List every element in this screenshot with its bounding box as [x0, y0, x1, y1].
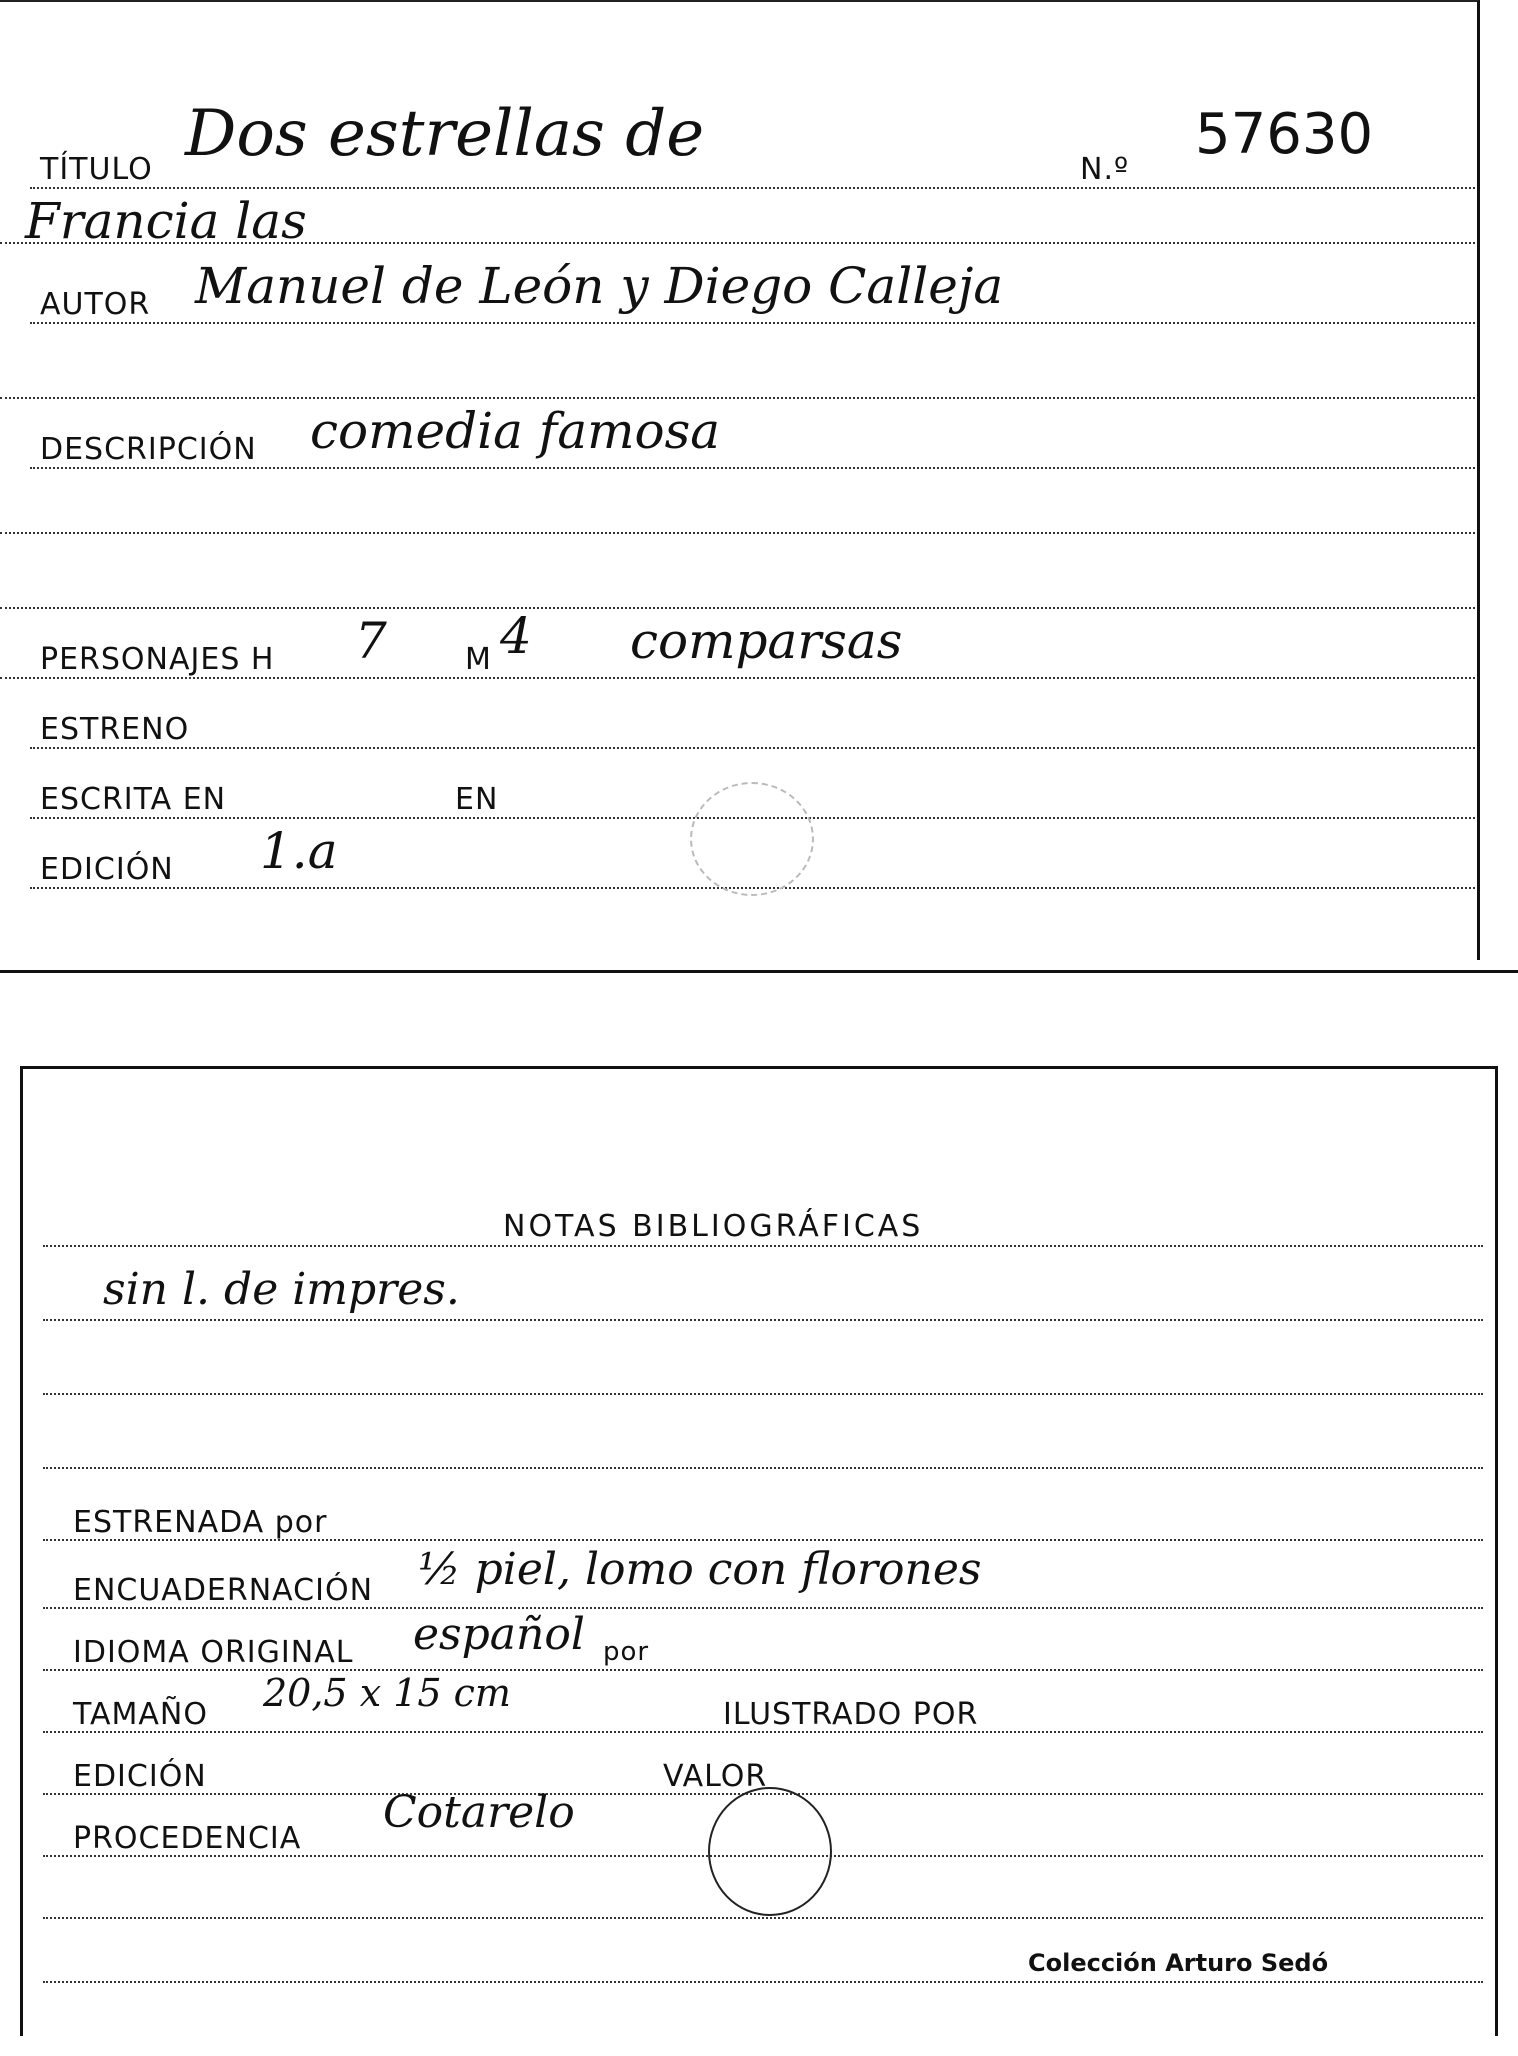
autor-value: Manuel de León y Diego Calleja	[195, 257, 1004, 315]
ilustrado-label: ILUSTRADO POR	[723, 1697, 979, 1732]
procedencia-value: Cotarelo	[383, 1787, 575, 1838]
titulo-value: Dos estrellas de	[185, 97, 705, 171]
idioma-value: español	[413, 1609, 585, 1660]
numero-value: 57630	[1195, 102, 1374, 167]
notas-value: sin l. de impres.	[103, 1264, 460, 1315]
rule	[43, 1467, 1483, 1469]
encuadernacion-value: ½ piel, lomo con florones	[418, 1544, 982, 1595]
rule	[0, 397, 1475, 399]
personajes-m-value: 4	[500, 607, 532, 665]
rule	[30, 322, 1475, 324]
escrita-en-label: ESCRITA EN	[40, 782, 227, 817]
rule	[30, 467, 1475, 469]
edicion-value: 1.a	[260, 822, 338, 880]
card-separator	[0, 970, 1518, 973]
rule	[30, 747, 1475, 749]
rule	[43, 1981, 1483, 1983]
personajes-m-label: M	[465, 642, 492, 677]
descripcion-label: DESCRIPCIÓN	[40, 432, 257, 467]
rule	[43, 1917, 1483, 1919]
procedencia-label: PROCEDENCIA	[73, 1821, 302, 1856]
stamp-circle	[690, 782, 814, 896]
rule	[43, 1319, 1483, 1321]
rule	[30, 187, 1475, 189]
tamano-label: TAMAÑO	[73, 1697, 208, 1732]
personajes-h-value: 7	[355, 612, 387, 670]
rule	[43, 1245, 1483, 1247]
autor-label: AUTOR	[40, 287, 151, 322]
titulo-value-continued: Francia las	[25, 192, 307, 250]
personajes-label: PERSONAJES H	[40, 642, 275, 677]
valor-label: VALOR	[663, 1759, 768, 1794]
personajes-extra: comparsas	[630, 612, 903, 670]
rule	[0, 607, 1475, 609]
stamp-circle	[708, 1787, 832, 1916]
estreno-label: ESTRENO	[40, 712, 190, 747]
back-card	[20, 1066, 1498, 2036]
edicion-label: EDICIÓN	[40, 852, 174, 887]
numero-label: N.º	[1080, 152, 1130, 187]
front-card	[0, 0, 1480, 960]
en-label: EN	[455, 782, 499, 817]
estrenada-label: ESTRENADA por	[73, 1505, 328, 1540]
descripcion-value: comedia famosa	[310, 402, 721, 460]
encuadernacion-label: ENCUADERNACIÓN	[73, 1573, 374, 1608]
collection-label: Colección Arturo Sedó	[1028, 1949, 1329, 1977]
tamano-value: 20,5 x 15 cm	[263, 1671, 511, 1715]
titulo-label: TÍTULO	[40, 152, 153, 187]
rule	[43, 1393, 1483, 1395]
rule	[0, 532, 1475, 534]
edicion-label-back: EDICIÓN	[73, 1759, 207, 1794]
notas-heading: NOTAS BIBLIOGRÁFICAS	[503, 1209, 924, 1244]
idioma-label: IDIOMA ORIGINAL	[73, 1635, 354, 1670]
idioma-por-label: por	[603, 1637, 650, 1667]
rule	[0, 677, 1475, 679]
